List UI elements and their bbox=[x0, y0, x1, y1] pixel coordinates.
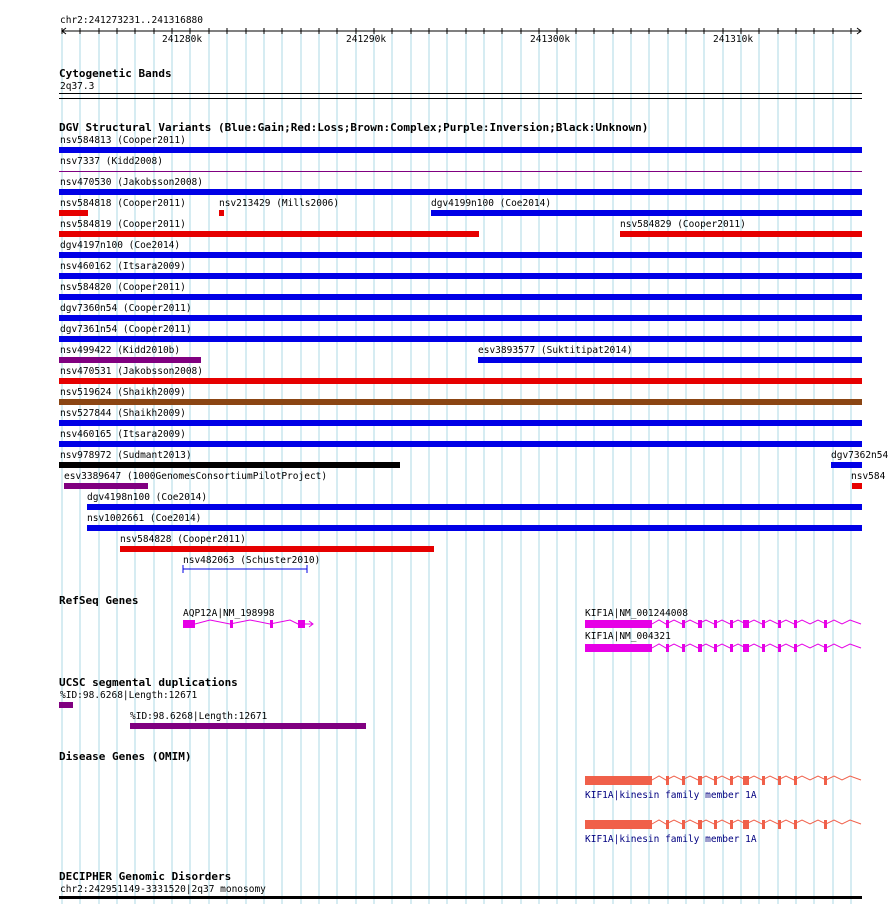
variant-bar-gain[interactable] bbox=[59, 147, 862, 153]
variant-bar-gain[interactable] bbox=[87, 504, 862, 510]
variant-bar-gain[interactable] bbox=[831, 462, 862, 468]
variant-label[interactable]: nsv470531 (Jakobsson2008) bbox=[60, 366, 203, 377]
variant-label[interactable]: esv3893577 (Suktitipat2014) bbox=[478, 345, 633, 356]
variant-label[interactable]: dgv7360n54 (Cooper2011) bbox=[60, 303, 192, 314]
variant-label[interactable]: nsv460162 (Itsara2009) bbox=[60, 261, 186, 272]
cytoband-label: 2q37.3 bbox=[60, 81, 95, 92]
variant-label[interactable]: nsv584 bbox=[851, 471, 886, 482]
variant-bar-loss[interactable] bbox=[219, 210, 224, 216]
variant-label[interactable]: nsv584818 (Cooper2011) bbox=[60, 198, 186, 209]
variant-bar-gain[interactable] bbox=[59, 273, 862, 279]
variant-label[interactable]: dgv4199n100 (Coe2014) bbox=[431, 198, 552, 209]
decipher-bar[interactable] bbox=[59, 896, 862, 899]
variant-label[interactable]: nsv1002661 (Coe2014) bbox=[87, 513, 202, 524]
variant-bar-gain[interactable] bbox=[59, 315, 862, 321]
variant-bar-gain[interactable] bbox=[59, 294, 862, 300]
variant-bar-inversion[interactable] bbox=[64, 483, 148, 489]
variant-bar-loss[interactable] bbox=[59, 231, 479, 237]
variant-label[interactable]: nsv519624 (Shaikh2009) bbox=[60, 387, 186, 398]
variant-label[interactable]: esv3389647 (1000GenomesConsortiumPilotProject) bbox=[64, 471, 328, 482]
cytoband-track-title: Cytogenetic Bands bbox=[59, 67, 172, 80]
variant-label[interactable]: nsv584820 (Cooper2011) bbox=[60, 282, 186, 293]
gene-label-kif1a-nm-004321[interactable]: KIF1A|NM_004321 bbox=[585, 631, 671, 642]
gene-model-aqp12a[interactable] bbox=[180, 617, 320, 631]
variant-label[interactable]: nsv499422 (Kidd2010b) bbox=[60, 345, 181, 356]
variant-label[interactable]: nsv584819 (Cooper2011) bbox=[60, 219, 186, 230]
ruler-tick-241280k: 241280k bbox=[162, 34, 203, 45]
variant-label[interactable]: dgv4198n100 (Coe2014) bbox=[87, 492, 208, 503]
variant-bar-gain[interactable] bbox=[87, 525, 862, 531]
decipher-track-title: DECIPHER Genomic Disorders bbox=[59, 870, 232, 883]
segdup-bar[interactable] bbox=[59, 702, 73, 708]
variant-label[interactable]: dgv7362n54 bbox=[831, 450, 889, 461]
variant-label[interactable]: nsv482063 (Schuster2010) bbox=[183, 555, 321, 566]
gene-model-kif1a-nm-004321[interactable] bbox=[584, 641, 862, 655]
variant-label[interactable]: nsv7337 (Kidd2008) bbox=[60, 156, 163, 167]
variant-label[interactable]: nsv584828 (Cooper2011) bbox=[120, 534, 246, 545]
gene-model-kif1a-nm-001244008[interactable] bbox=[584, 617, 862, 631]
variant-bar-gain[interactable] bbox=[59, 441, 862, 447]
gene-label-kif1a-nm-001244008[interactable]: KIF1A|NM_001244008 bbox=[585, 608, 688, 619]
ruler-tick-241290k: 241290k bbox=[346, 34, 387, 45]
gene-label-aqp12a[interactable]: AQP12A|NM_198998 bbox=[183, 608, 275, 619]
variant-bar-inversion[interactable] bbox=[59, 357, 201, 363]
segdup-bar[interactable] bbox=[130, 723, 366, 729]
variant-bar-gain[interactable] bbox=[59, 189, 862, 195]
variant-bar-gain[interactable] bbox=[431, 210, 862, 216]
ruler-axis[interactable] bbox=[0, 26, 890, 38]
variant-bar-unknown[interactable] bbox=[59, 462, 400, 468]
refseq-track-title: RefSeq Genes bbox=[59, 594, 139, 607]
variant-bar-loss[interactable] bbox=[852, 483, 862, 489]
variant-interval-gain[interactable] bbox=[180, 564, 310, 574]
variant-line-inversion[interactable] bbox=[59, 171, 862, 172]
variant-label[interactable]: nsv978972 (Sudmant2013) bbox=[60, 450, 192, 461]
variant-bar-loss[interactable] bbox=[59, 210, 88, 216]
ruler-range-label: chr2:241273231..241316880 bbox=[60, 15, 203, 26]
segdup-label[interactable]: %ID:98.6268|Length:12671 bbox=[60, 690, 198, 701]
variant-label[interactable]: nsv527844 (Shaikh2009) bbox=[60, 408, 186, 419]
variant-bar-loss[interactable] bbox=[59, 378, 862, 384]
variant-bar-complex[interactable] bbox=[59, 399, 862, 405]
variant-bar-loss[interactable] bbox=[620, 231, 862, 237]
variant-label[interactable]: nsv584813 (Cooper2011) bbox=[60, 135, 186, 146]
variant-label[interactable]: nsv213429 (Mills2006) bbox=[219, 198, 340, 209]
omim-label[interactable]: KIF1A|kinesin family member 1A bbox=[585, 790, 757, 801]
variant-bar-gain[interactable] bbox=[478, 357, 862, 363]
omim-gene-model[interactable] bbox=[584, 773, 862, 787]
variant-label[interactable]: nsv584829 (Cooper2011) bbox=[620, 219, 746, 230]
ruler-tick-241310k: 241310k bbox=[713, 34, 754, 45]
dgv-track-title: DGV Structural Variants (Blue:Gain;Red:Loss;Brown:Complex;Purple:Inversion;Black:Unknown) bbox=[59, 121, 649, 134]
cytoband-bottom-line bbox=[59, 98, 862, 99]
variant-bar-loss[interactable] bbox=[120, 546, 434, 552]
variant-label[interactable]: nsv460165 (Itsara2009) bbox=[60, 429, 186, 440]
variant-bar-gain[interactable] bbox=[59, 336, 862, 342]
segdup-label[interactable]: %ID:98.6268|Length:12671 bbox=[130, 711, 268, 722]
omim-track-title: Disease Genes (OMIM) bbox=[59, 750, 192, 763]
decipher-label[interactable]: chr2:242951149-3331520|2q37 monosomy bbox=[60, 884, 266, 895]
omim-gene-model[interactable] bbox=[584, 817, 862, 831]
variant-bar-gain[interactable] bbox=[59, 420, 862, 426]
variant-label[interactable]: dgv7361n54 (Cooper2011) bbox=[60, 324, 192, 335]
segdup-track-title: UCSC segmental duplications bbox=[59, 676, 238, 689]
ruler-tick-241300k: 241300k bbox=[530, 34, 571, 45]
omim-label[interactable]: KIF1A|kinesin family member 1A bbox=[585, 834, 757, 845]
variant-label[interactable]: dgv4197n100 (Coe2014) bbox=[60, 240, 181, 251]
cytoband-top-line bbox=[59, 93, 862, 94]
variant-bar-gain[interactable] bbox=[59, 252, 862, 258]
variant-label[interactable]: nsv470530 (Jakobsson2008) bbox=[60, 177, 203, 188]
